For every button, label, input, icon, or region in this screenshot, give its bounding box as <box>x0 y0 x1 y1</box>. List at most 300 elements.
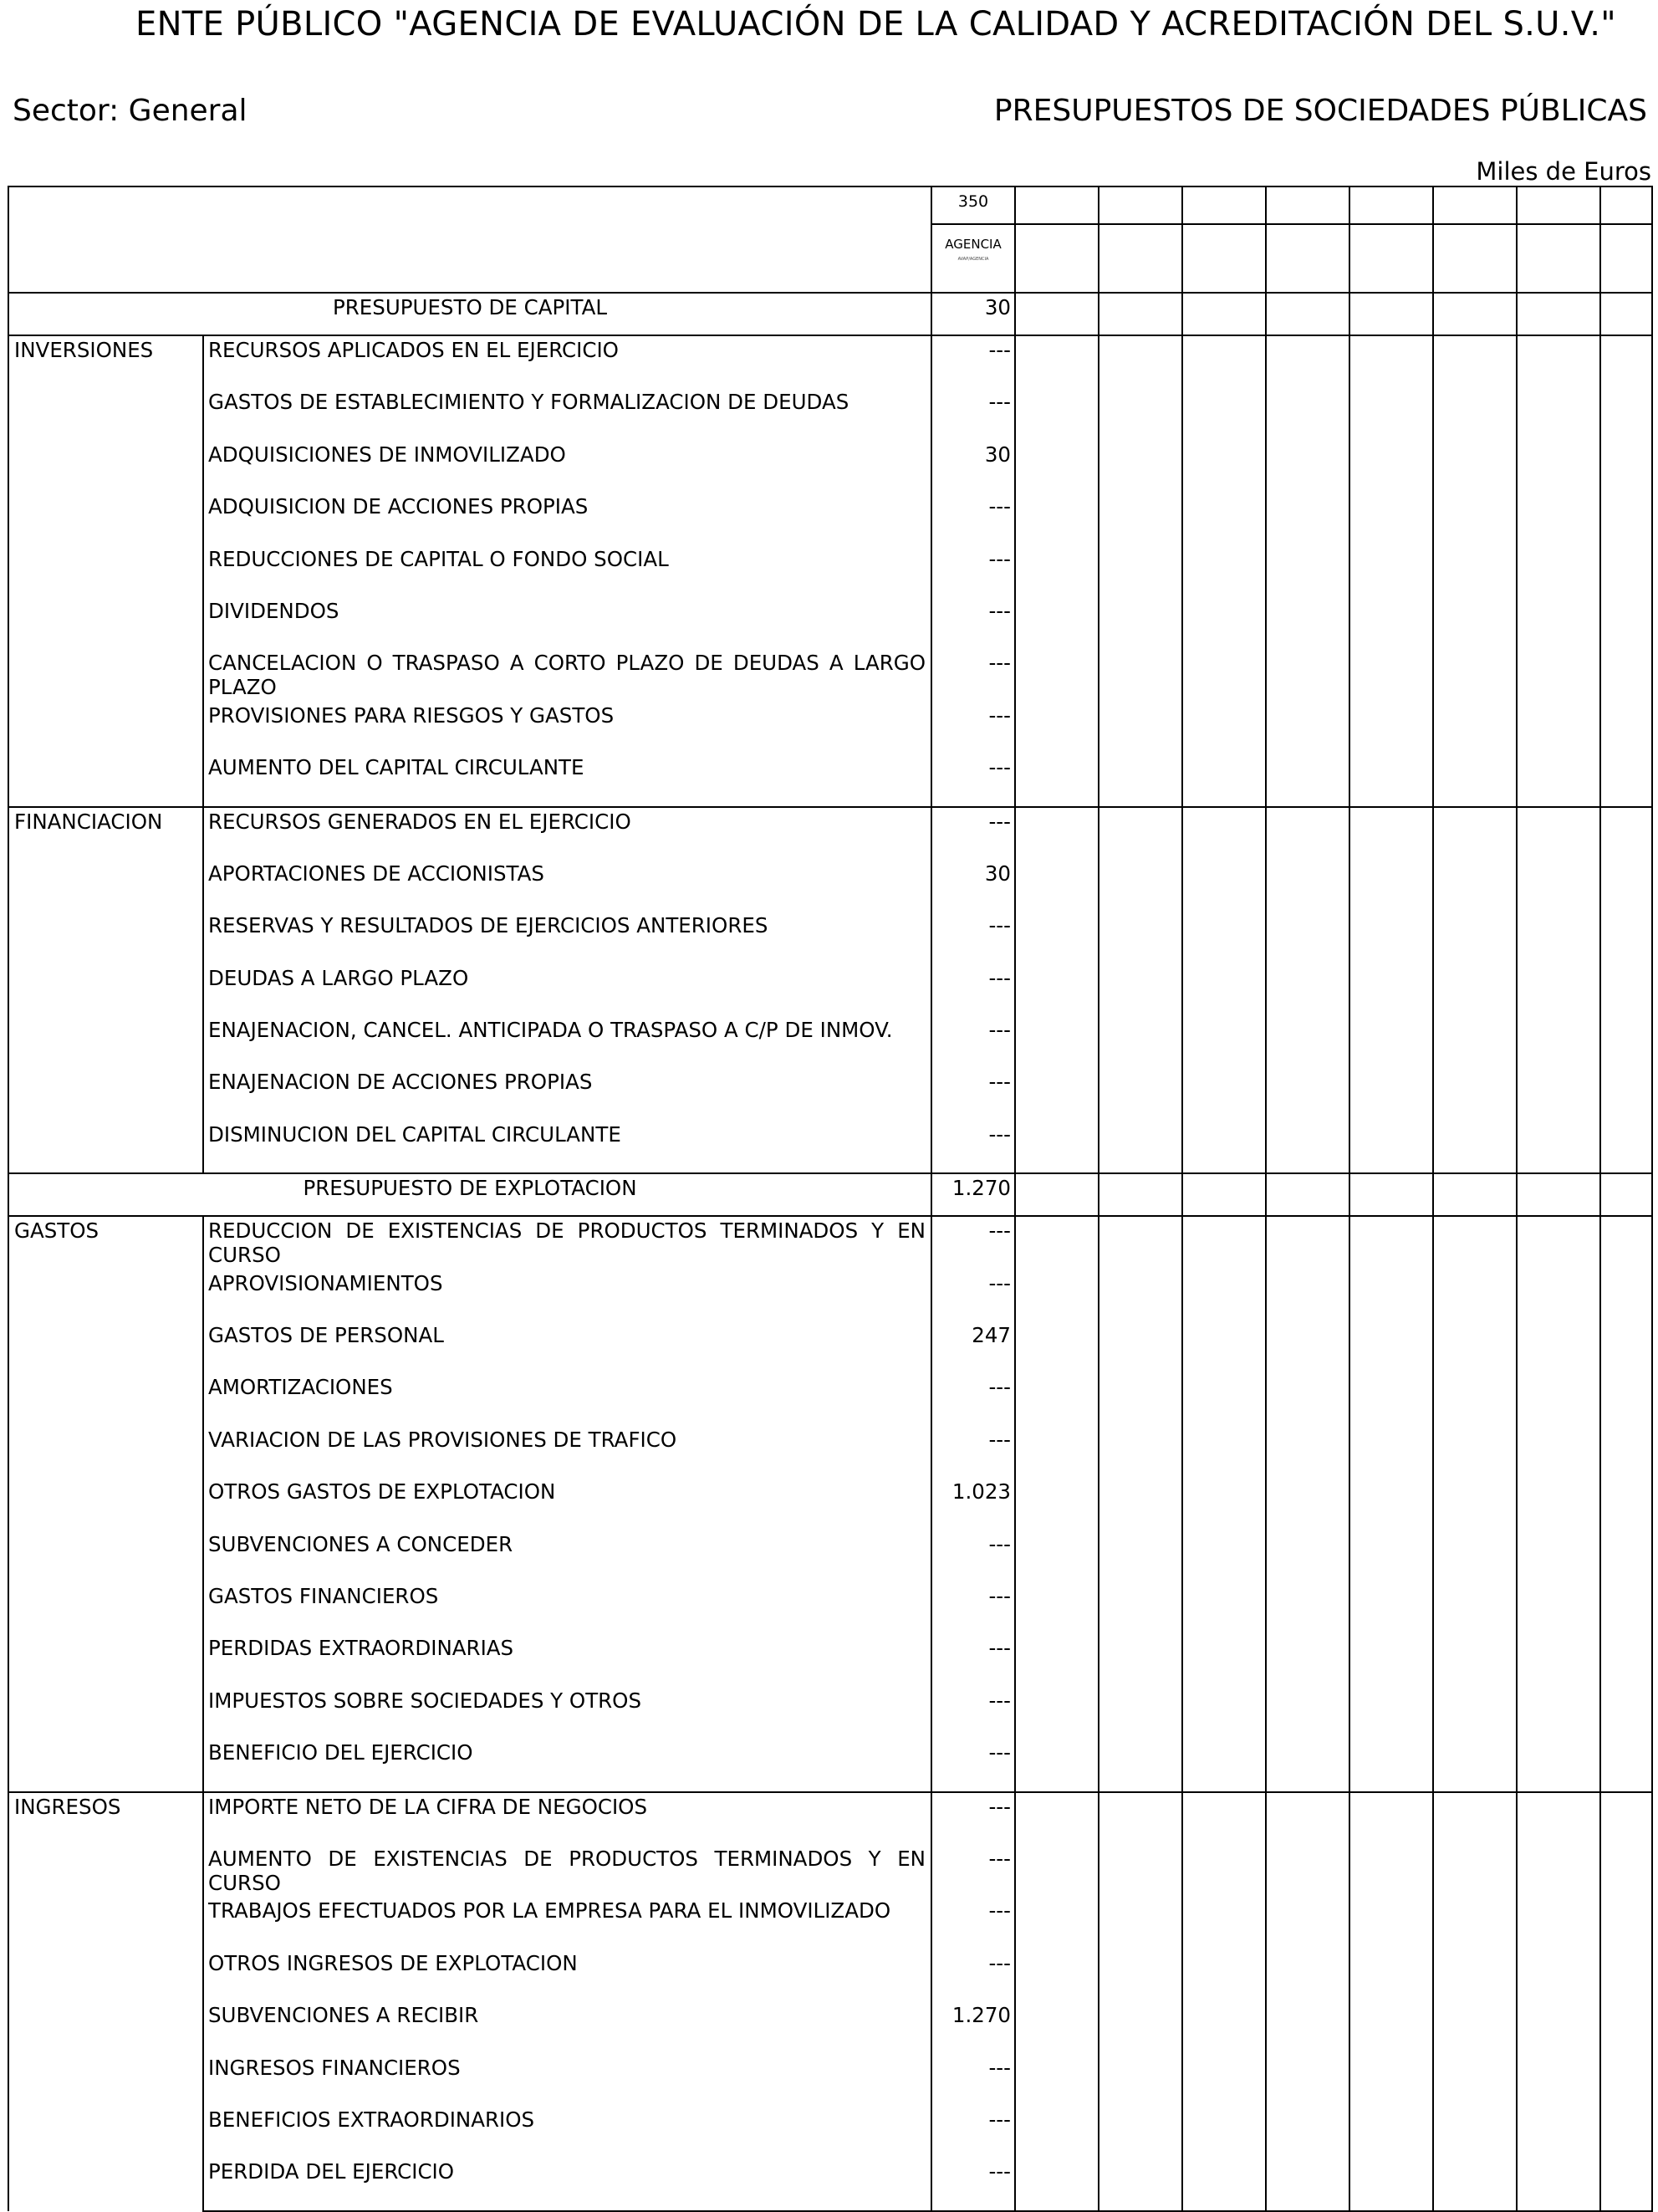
line-item-value: --- <box>931 335 1015 388</box>
empty-cell <box>1266 2001 1349 2053</box>
empty-cell <box>1600 2001 1652 2053</box>
empty-cell <box>1600 1016 1652 1068</box>
empty-header-cell <box>1600 224 1652 293</box>
empty-cell <box>1600 1173 1652 1216</box>
line-item-value: --- <box>931 702 1015 754</box>
empty-cell <box>1182 2106 1266 2158</box>
empty-header-cell <box>1266 224 1349 293</box>
empty-cell <box>1433 2106 1517 2158</box>
table-row <box>8 1897 1652 1949</box>
empty-cell <box>1600 649 1652 701</box>
empty-cell <box>1099 2054 1182 2106</box>
empty-cell <box>1349 702 1433 754</box>
empty-cell <box>1433 807 1517 860</box>
line-item-value: --- <box>931 493 1015 544</box>
empty-cell <box>1015 860 1099 912</box>
table-row <box>8 1373 1652 1425</box>
empty-cell <box>1099 1121 1182 1173</box>
empty-cell <box>1099 1373 1182 1425</box>
empty-cell <box>1015 493 1099 544</box>
line-item-label: PERDIDA DEL EJERCICIO <box>203 2158 931 2210</box>
line-item-label: RESERVAS Y RESULTADOS DE EJERCICIOS ANTERIORES <box>203 912 931 963</box>
empty-cell <box>1182 597 1266 649</box>
table-row <box>8 388 1652 440</box>
empty-cell <box>1182 1845 1266 1897</box>
empty-cell <box>1517 860 1600 912</box>
empty-cell <box>1433 441 1517 493</box>
table-row <box>8 1792 1652 1845</box>
empty-cell <box>1600 702 1652 754</box>
empty-cell <box>1433 702 1517 754</box>
empty-cell <box>1349 1426 1433 1478</box>
empty-cell <box>1015 912 1099 963</box>
empty-cell <box>1600 335 1652 388</box>
empty-cell <box>1015 2054 1099 2106</box>
empty-cell <box>1433 293 1517 335</box>
line-item-label: AUMENTO DE EXISTENCIAS DE PRODUCTOS TERMINADOS Y EN CURSO <box>203 1845 931 1897</box>
empty-cell <box>1517 1687 1600 1739</box>
empty-cell <box>1266 964 1349 1016</box>
empty-cell <box>1600 807 1652 860</box>
line-item-label: DISMINUCION DEL CAPITAL CIRCULANTE <box>203 1121 931 1173</box>
section-title: PRESUPUESTO DE CAPITAL <box>8 293 931 335</box>
empty-cell <box>1600 2054 1652 2106</box>
empty-cell <box>1099 1173 1182 1216</box>
empty-cell <box>1600 1269 1652 1321</box>
empty-cell <box>1266 1949 1349 2001</box>
line-item-value: --- <box>931 597 1015 649</box>
line-item-label: GASTOS DE PERSONAL <box>203 1321 931 1373</box>
units-label: Miles de Euros <box>1476 157 1651 186</box>
empty-cell <box>1182 2054 1266 2106</box>
empty-cell <box>1433 1792 1517 1845</box>
table-row <box>8 860 1652 912</box>
empty-cell <box>1517 1478 1600 1530</box>
empty-cell <box>1600 493 1652 544</box>
line-item-value: --- <box>931 1792 1015 1845</box>
empty-cell <box>1433 1121 1517 1173</box>
empty-cell <box>1517 1173 1600 1216</box>
empty-cell <box>1015 964 1099 1016</box>
empty-cell <box>1266 335 1349 388</box>
line-item-label: PERDIDAS EXTRAORDINARIAS <box>203 1634 931 1686</box>
empty-cell <box>1433 1321 1517 1373</box>
line-item-label: REDUCCIONES DE CAPITAL O FONDO SOCIAL <box>203 545 931 597</box>
empty-cell <box>1266 388 1349 440</box>
empty-cell <box>1182 1530 1266 1582</box>
line-item-label: RECURSOS GENERADOS EN EL EJERCICIO <box>203 807 931 860</box>
empty-cell <box>1517 1792 1600 1845</box>
empty-cell <box>1182 1687 1266 1739</box>
empty-cell <box>1349 1530 1433 1582</box>
empty-cell <box>1099 2001 1182 2053</box>
empty-cell <box>1182 1426 1266 1478</box>
empty-cell <box>1266 493 1349 544</box>
line-item-value: --- <box>931 1687 1015 1739</box>
empty-cell <box>1600 1634 1652 1686</box>
empty-cell <box>1015 1121 1099 1173</box>
empty-cell <box>1517 388 1600 440</box>
empty-cell <box>1099 754 1182 806</box>
table-row <box>8 441 1652 493</box>
entity-code: 350 <box>931 186 1015 224</box>
empty-cell <box>1182 388 1266 440</box>
section-total: 30 <box>931 293 1015 335</box>
empty-cell <box>1182 1792 1266 1845</box>
empty-cell <box>1349 293 1433 335</box>
empty-header-cell <box>1433 186 1517 224</box>
empty-cell <box>1015 702 1099 754</box>
empty-cell <box>1182 1897 1266 1949</box>
line-item-value: --- <box>931 1845 1015 1897</box>
empty-cell <box>1433 649 1517 701</box>
empty-cell <box>1099 1269 1182 1321</box>
table-row <box>8 2001 1652 2053</box>
empty-header-cell <box>1349 224 1433 293</box>
line-item-value: 1.270 <box>931 2001 1015 2053</box>
empty-cell <box>1433 597 1517 649</box>
empty-cell <box>1015 597 1099 649</box>
category-label: GASTOS <box>8 1216 203 1791</box>
empty-cell <box>1517 1216 1600 1269</box>
line-item-label: OTROS INGRESOS DE EXPLOTACION <box>203 1949 931 2001</box>
empty-cell <box>1600 1216 1652 1269</box>
empty-cell <box>1600 1530 1652 1582</box>
empty-cell <box>1349 912 1433 963</box>
empty-cell <box>1182 1173 1266 1216</box>
empty-cell <box>1349 1949 1433 2001</box>
empty-cell <box>1600 912 1652 963</box>
empty-cell <box>1099 1949 1182 2001</box>
empty-cell <box>1349 388 1433 440</box>
line-item-value: 247 <box>931 1321 1015 1373</box>
empty-cell <box>1266 1426 1349 1478</box>
line-item-value: --- <box>931 1426 1015 1478</box>
table-row <box>8 1321 1652 1373</box>
empty-cell <box>1266 1373 1349 1425</box>
empty-cell <box>1099 1321 1182 1373</box>
empty-cell <box>1099 702 1182 754</box>
empty-cell <box>1349 1016 1433 1068</box>
empty-cell <box>1099 597 1182 649</box>
empty-cell <box>1600 1321 1652 1373</box>
line-item-label: AUMENTO DEL CAPITAL CIRCULANTE <box>203 754 931 806</box>
empty-cell <box>1182 807 1266 860</box>
empty-cell <box>1517 807 1600 860</box>
empty-cell <box>1182 545 1266 597</box>
line-item-label: ENAJENACION DE ACCIONES PROPIAS <box>203 1068 931 1120</box>
empty-cell <box>1015 1897 1099 1949</box>
empty-cell <box>1182 335 1266 388</box>
empty-cell <box>1349 649 1433 701</box>
empty-cell <box>1099 1739 1182 1791</box>
empty-cell <box>1266 1792 1349 1845</box>
line-item-value: --- <box>931 2054 1015 2106</box>
line-item-value: --- <box>931 545 1015 597</box>
table-row <box>8 335 1652 388</box>
table-row <box>8 2054 1652 2106</box>
empty-cell <box>1517 1016 1600 1068</box>
empty-cell <box>1600 441 1652 493</box>
empty-cell <box>1433 754 1517 806</box>
empty-cell <box>1433 2001 1517 2053</box>
line-item-label: RECURSOS APLICADOS EN EL EJERCICIO <box>203 335 931 388</box>
empty-header-cell <box>1517 186 1600 224</box>
empty-cell <box>1433 1216 1517 1269</box>
line-item-value: --- <box>931 1897 1015 1949</box>
line-item-label: REDUCCION DE EXISTENCIAS DE PRODUCTOS TERMINADOS Y EN CURSO <box>203 1216 931 1269</box>
table-row <box>8 1121 1652 1173</box>
empty-cell <box>1266 1582 1349 1634</box>
empty-cell <box>1517 1845 1600 1897</box>
table-row <box>8 2158 1652 2210</box>
empty-cell <box>1182 1949 1266 2001</box>
empty-cell <box>1517 493 1600 544</box>
table-row <box>8 912 1652 963</box>
line-item-label: BENEFICIOS EXTRAORDINARIOS <box>203 2106 931 2158</box>
empty-cell <box>1099 1478 1182 1530</box>
line-item-value: --- <box>931 1068 1015 1120</box>
empty-cell <box>1266 1478 1349 1530</box>
empty-cell <box>1099 2106 1182 2158</box>
empty-cell <box>1517 1582 1600 1634</box>
empty-cell <box>1182 493 1266 544</box>
empty-cell <box>1349 1373 1433 1425</box>
empty-cell <box>1517 545 1600 597</box>
empty-cell <box>1349 1173 1433 1216</box>
empty-cell <box>1099 860 1182 912</box>
empty-cell <box>1517 1897 1600 1949</box>
empty-cell <box>1600 388 1652 440</box>
category-label: INVERSIONES <box>8 335 203 807</box>
entity-name: AGENCIA <box>945 237 1002 252</box>
empty-cell <box>1015 335 1099 388</box>
empty-cell <box>1015 1173 1099 1216</box>
empty-cell <box>1182 1016 1266 1068</box>
empty-cell <box>1266 293 1349 335</box>
empty-header-cell <box>1433 224 1517 293</box>
empty-cell <box>1015 545 1099 597</box>
empty-cell <box>1517 2054 1600 2106</box>
empty-cell <box>1433 493 1517 544</box>
line-item-value: 30 <box>931 860 1015 912</box>
empty-cell <box>1600 1373 1652 1425</box>
empty-cell <box>1266 1687 1349 1739</box>
line-item-value: --- <box>931 1016 1015 1068</box>
empty-cell <box>1015 2001 1099 2053</box>
empty-header-cell <box>1517 224 1600 293</box>
empty-cell <box>1517 597 1600 649</box>
page-title: ENTE PÚBLICO "AGENCIA DE EVALUACIÓN DE LA CALIDAD Y ACREDITACIÓN DEL S.U.V." <box>135 5 1616 43</box>
entity-name-cell <box>931 224 1015 293</box>
section-row-explotacion <box>8 1173 1652 1216</box>
line-item-value: 30 <box>931 441 1015 493</box>
empty-cell <box>1433 1426 1517 1478</box>
empty-cell <box>1517 441 1600 493</box>
empty-cell <box>1182 754 1266 806</box>
empty-cell <box>1600 964 1652 1016</box>
empty-cell <box>1182 1121 1266 1173</box>
table-row <box>8 1478 1652 1530</box>
empty-cell <box>1015 1269 1099 1321</box>
empty-cell <box>1433 860 1517 912</box>
line-item-label: CANCELACION O TRASPASO A CORTO PLAZO DE DEUDAS A LARGO PLAZO <box>203 649 931 701</box>
empty-cell <box>1349 1687 1433 1739</box>
empty-cell <box>1600 1845 1652 1897</box>
line-item-value: --- <box>931 1739 1015 1791</box>
empty-cell <box>1349 545 1433 597</box>
empty-cell <box>1182 1216 1266 1269</box>
line-item-value: --- <box>931 2158 1015 2210</box>
table-row <box>8 2106 1652 2158</box>
empty-cell <box>1182 1269 1266 1321</box>
empty-cell <box>1433 1269 1517 1321</box>
table-row <box>8 1739 1652 1791</box>
empty-cell <box>1182 702 1266 754</box>
empty-cell <box>1600 1897 1652 1949</box>
empty-cell <box>1433 2054 1517 2106</box>
empty-cell <box>1182 1478 1266 1530</box>
empty-header-cell <box>1015 186 1099 224</box>
empty-cell <box>1015 649 1099 701</box>
empty-cell <box>1600 1949 1652 2001</box>
empty-cell <box>1517 1634 1600 1686</box>
empty-cell <box>1182 293 1266 335</box>
line-item-value: --- <box>931 807 1015 860</box>
empty-cell <box>1600 1792 1652 1845</box>
empty-cell <box>1600 1687 1652 1739</box>
empty-cell <box>1349 1634 1433 1686</box>
empty-cell <box>1433 388 1517 440</box>
empty-cell <box>1349 1321 1433 1373</box>
empty-cell <box>1517 1739 1600 1791</box>
empty-cell <box>1099 807 1182 860</box>
empty-cell <box>1517 1269 1600 1321</box>
table-row <box>8 754 1652 806</box>
empty-cell <box>1266 1321 1349 1373</box>
empty-cell <box>1015 2158 1099 2210</box>
table-row <box>8 545 1652 597</box>
empty-cell <box>1433 1373 1517 1425</box>
empty-cell <box>1099 493 1182 544</box>
empty-header-cell <box>1266 186 1349 224</box>
line-item-value: --- <box>931 1582 1015 1634</box>
empty-cell <box>1015 293 1099 335</box>
empty-cell <box>1266 1897 1349 1949</box>
table-row <box>8 1269 1652 1321</box>
table-row <box>8 597 1652 649</box>
header-corner-cell <box>8 186 931 293</box>
empty-cell <box>1349 1121 1433 1173</box>
line-item-label: SUBVENCIONES A CONCEDER <box>203 1530 931 1582</box>
empty-cell <box>1099 441 1182 493</box>
empty-cell <box>1182 649 1266 701</box>
empty-cell <box>1099 1016 1182 1068</box>
empty-cell <box>1433 1173 1517 1216</box>
empty-cell <box>1433 1897 1517 1949</box>
empty-cell <box>1015 441 1099 493</box>
empty-cell <box>1182 964 1266 1016</box>
empty-cell <box>1015 1582 1099 1634</box>
empty-cell <box>1433 912 1517 963</box>
empty-cell <box>1517 1530 1600 1582</box>
empty-cell <box>1266 2158 1349 2210</box>
empty-cell <box>1266 1216 1349 1269</box>
empty-cell <box>1099 964 1182 1016</box>
empty-cell <box>1517 754 1600 806</box>
empty-cell <box>1266 1121 1349 1173</box>
empty-cell <box>1517 649 1600 701</box>
empty-cell <box>1349 1739 1433 1791</box>
empty-cell <box>1349 1792 1433 1845</box>
empty-cell <box>1099 1582 1182 1634</box>
empty-header-cell <box>1015 224 1099 293</box>
empty-cell <box>1433 1634 1517 1686</box>
empty-cell <box>1600 1739 1652 1791</box>
empty-cell <box>1517 2106 1600 2158</box>
sector-label: Sector: General <box>13 94 247 128</box>
empty-cell <box>1433 1530 1517 1582</box>
budget-table <box>8 186 1653 2212</box>
line-item-value: 1.023 <box>931 1478 1015 1530</box>
empty-cell <box>1099 1845 1182 1897</box>
empty-cell <box>1600 1582 1652 1634</box>
line-item-value: --- <box>931 1634 1015 1686</box>
line-item-label: DIVIDENDOS <box>203 597 931 649</box>
empty-cell <box>1349 1068 1433 1120</box>
empty-cell <box>1433 335 1517 388</box>
empty-cell <box>1517 1121 1600 1173</box>
empty-cell <box>1349 1897 1433 1949</box>
empty-cell <box>1015 1426 1099 1478</box>
empty-cell <box>1349 1269 1433 1321</box>
line-item-label: ADQUISICION DE ACCIONES PROPIAS <box>203 493 931 544</box>
category-label: FINANCIACION <box>8 807 203 1174</box>
line-item-label: BENEFICIO DEL EJERCICIO <box>203 1739 931 1791</box>
table-row <box>8 1216 1652 1269</box>
line-item-value: --- <box>931 1530 1015 1582</box>
empty-cell <box>1349 2158 1433 2210</box>
empty-cell <box>1517 2158 1600 2210</box>
table-row <box>8 649 1652 701</box>
empty-cell <box>1015 1530 1099 1582</box>
line-item-label: OTROS GASTOS DE EXPLOTACION <box>203 1478 931 1530</box>
empty-cell <box>1433 545 1517 597</box>
empty-cell <box>1349 2106 1433 2158</box>
empty-cell <box>1266 649 1349 701</box>
empty-cell <box>1349 2054 1433 2106</box>
table-row <box>8 702 1652 754</box>
empty-cell <box>1517 1068 1600 1120</box>
header-row-codes <box>8 186 1652 224</box>
table-row <box>8 1426 1652 1478</box>
empty-cell <box>1099 1216 1182 1269</box>
empty-cell <box>1433 1687 1517 1739</box>
empty-header-cell <box>1600 186 1652 224</box>
table-row <box>8 1949 1652 2001</box>
empty-cell <box>1099 1426 1182 1478</box>
empty-cell <box>1266 1739 1349 1791</box>
empty-cell <box>1015 1321 1099 1373</box>
empty-cell <box>1517 2001 1600 2053</box>
empty-cell <box>1015 388 1099 440</box>
line-item-label: PROVISIONES PARA RIESGOS Y GASTOS <box>203 702 931 754</box>
empty-header-cell <box>1349 186 1433 224</box>
empty-cell <box>1349 2001 1433 2053</box>
empty-cell <box>1349 335 1433 388</box>
empty-cell <box>1182 1068 1266 1120</box>
table-row <box>8 1016 1652 1068</box>
